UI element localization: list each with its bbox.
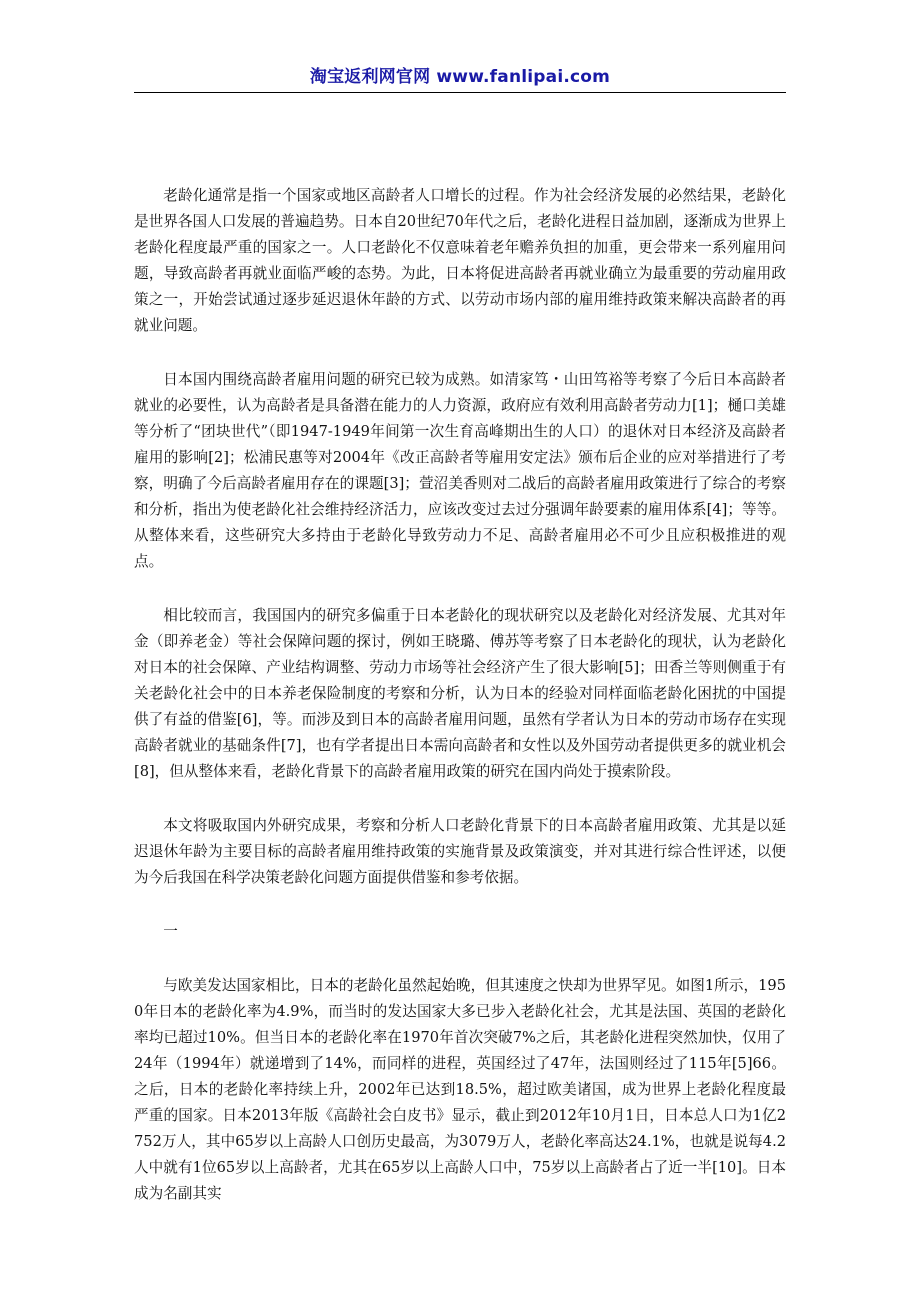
header-title[interactable]: 淘宝返利网官网 www.fanlipai.com [309,67,611,87]
header-divider [134,92,786,93]
paragraph-china-research: 相比较而言，我国国内的研究多偏重于日本老龄化的现状研究以及老龄化对经济发展、尤其对年金（即养老金）等社会保障问题的探讨，例如王晓璐、傅苏等考察了日本老龄化的现状，认为老龄化对日本的社会保障、产业结构调整、劳动力市场等社会经济产生了很大影响[5]；田香兰等则侧重于有关老龄化社会中的日本养老保险制度的考察和分析，认为日本的经验对同样面临老龄化困扰的中国提供了有益的借鉴[6]，等。而涉及到日本的高龄者雇用问题，虽然有学者认为日本的劳动市场存在实现高龄者就业的基础条件[7]，也有学者提出日本需向高龄者和女性以及外国劳动者提供更多的就业机会[8]，但从整体来看，老龄化背景下的高龄者雇用政策的研究在国内尚处于摸索阶段。 [134,607,786,780]
paragraph-japan-research: 日本国内围绕高龄者雇用问题的研究已较为成熟。如清家笃・山田笃裕等考察了今后日本高龄者就业的必要性，认为高龄者是具备潜在能力的人力资源，政府应有效利用高龄者劳动力[1]；樋口美雄等分析了“团块世代”（即1947-1949年间第一次生育高峰期出生的人口）的退休对日本经济及高龄者雇用的影响[2]；松浦民惠等对2004年《改正高龄者等雇用安定法》颁布后企业的应对举措进行了考察，明确了今后高龄者雇用存在的课题[3]；萱沼美香则对二战后的高龄者雇用政策进行了综合的考察和分析，指出为使老龄化社会维持经济活力，应该改变过去过分强调年龄要素的雇用体系[4]；等等。从整体来看，这些研究大多持由于老龄化导致劳动力不足、高龄者雇用必不可少且应积极推进的观点。 [134,371,786,570]
paragraph-purpose: 本文将吸取国内外研究成果，考察和分析人口老龄化背景下的日本高龄者雇用政策、尤其是以延迟退休年龄为主要目标的高龄者雇用维持政策的实施背景及政策演变，并对其进行综合性评述，以便为今后我国在科学决策老龄化问题方面提供借鉴和参考依据。 [134,817,786,886]
paragraph-intro: 老龄化通常是指一个国家或地区高龄者人口增长的过程。作为社会经济发展的必然结果，老龄化是世界各国人口发展的普遍趋势。日本自20世纪70年代之后，老龄化进程日益加剧，逐渐成为世界上老龄化程度最严重的国家之一。人口老龄化不仅意味着老年赡养负担的加重，更会带来一系列雇用问题，导致高龄者再就业面临严峻的态势。为此，日本将促进高龄者再就业确立为最重要的劳动雇用政策之一，开始尝试通过逐步延迟退休年龄的方式、以劳动市场内部的雇用维持政策来解决高龄者的再就业问题。 [134,187,786,334]
page-header [134,64,786,94]
section-heading: 一 [163,923,178,940]
document-body [134,183,786,1207]
paragraph-aging-comparison: 与欧美发达国家相比，日本的老龄化虽然起始晚，但其速度之快却为世界罕见。如图1所示，1950年日本的老龄化率为4.9%，而当时的发达国家大多已步入老龄化社会，尤其是法国、英国的老龄化率均已超过10%。但当日本的老龄化率在1970年首次突破7%之后，其老龄化进程突然加快，仅用了24年（1994年）就递增到了14%，而同样的进程，英国经过了47年，法国则经过了115年[5]66。之后，日本的老龄化率持续上升，2002年已达到18.5%，超过欧美诸国，成为世界上老龄化程度最严重的国家。日本2013年版《高龄社会白皮书》显示，截止到2012年10月1日，日本总人口为1亿2752万人，其中65岁以上高龄人口创历史最高，为3079万人，老龄化率高达24.1%，也就是说每4.2人中就有1位65岁以上高龄者，尤其在65岁以上高龄人口中，75岁以上高龄者占了近一半[10]。日本成为名副其实 [134,977,786,1202]
